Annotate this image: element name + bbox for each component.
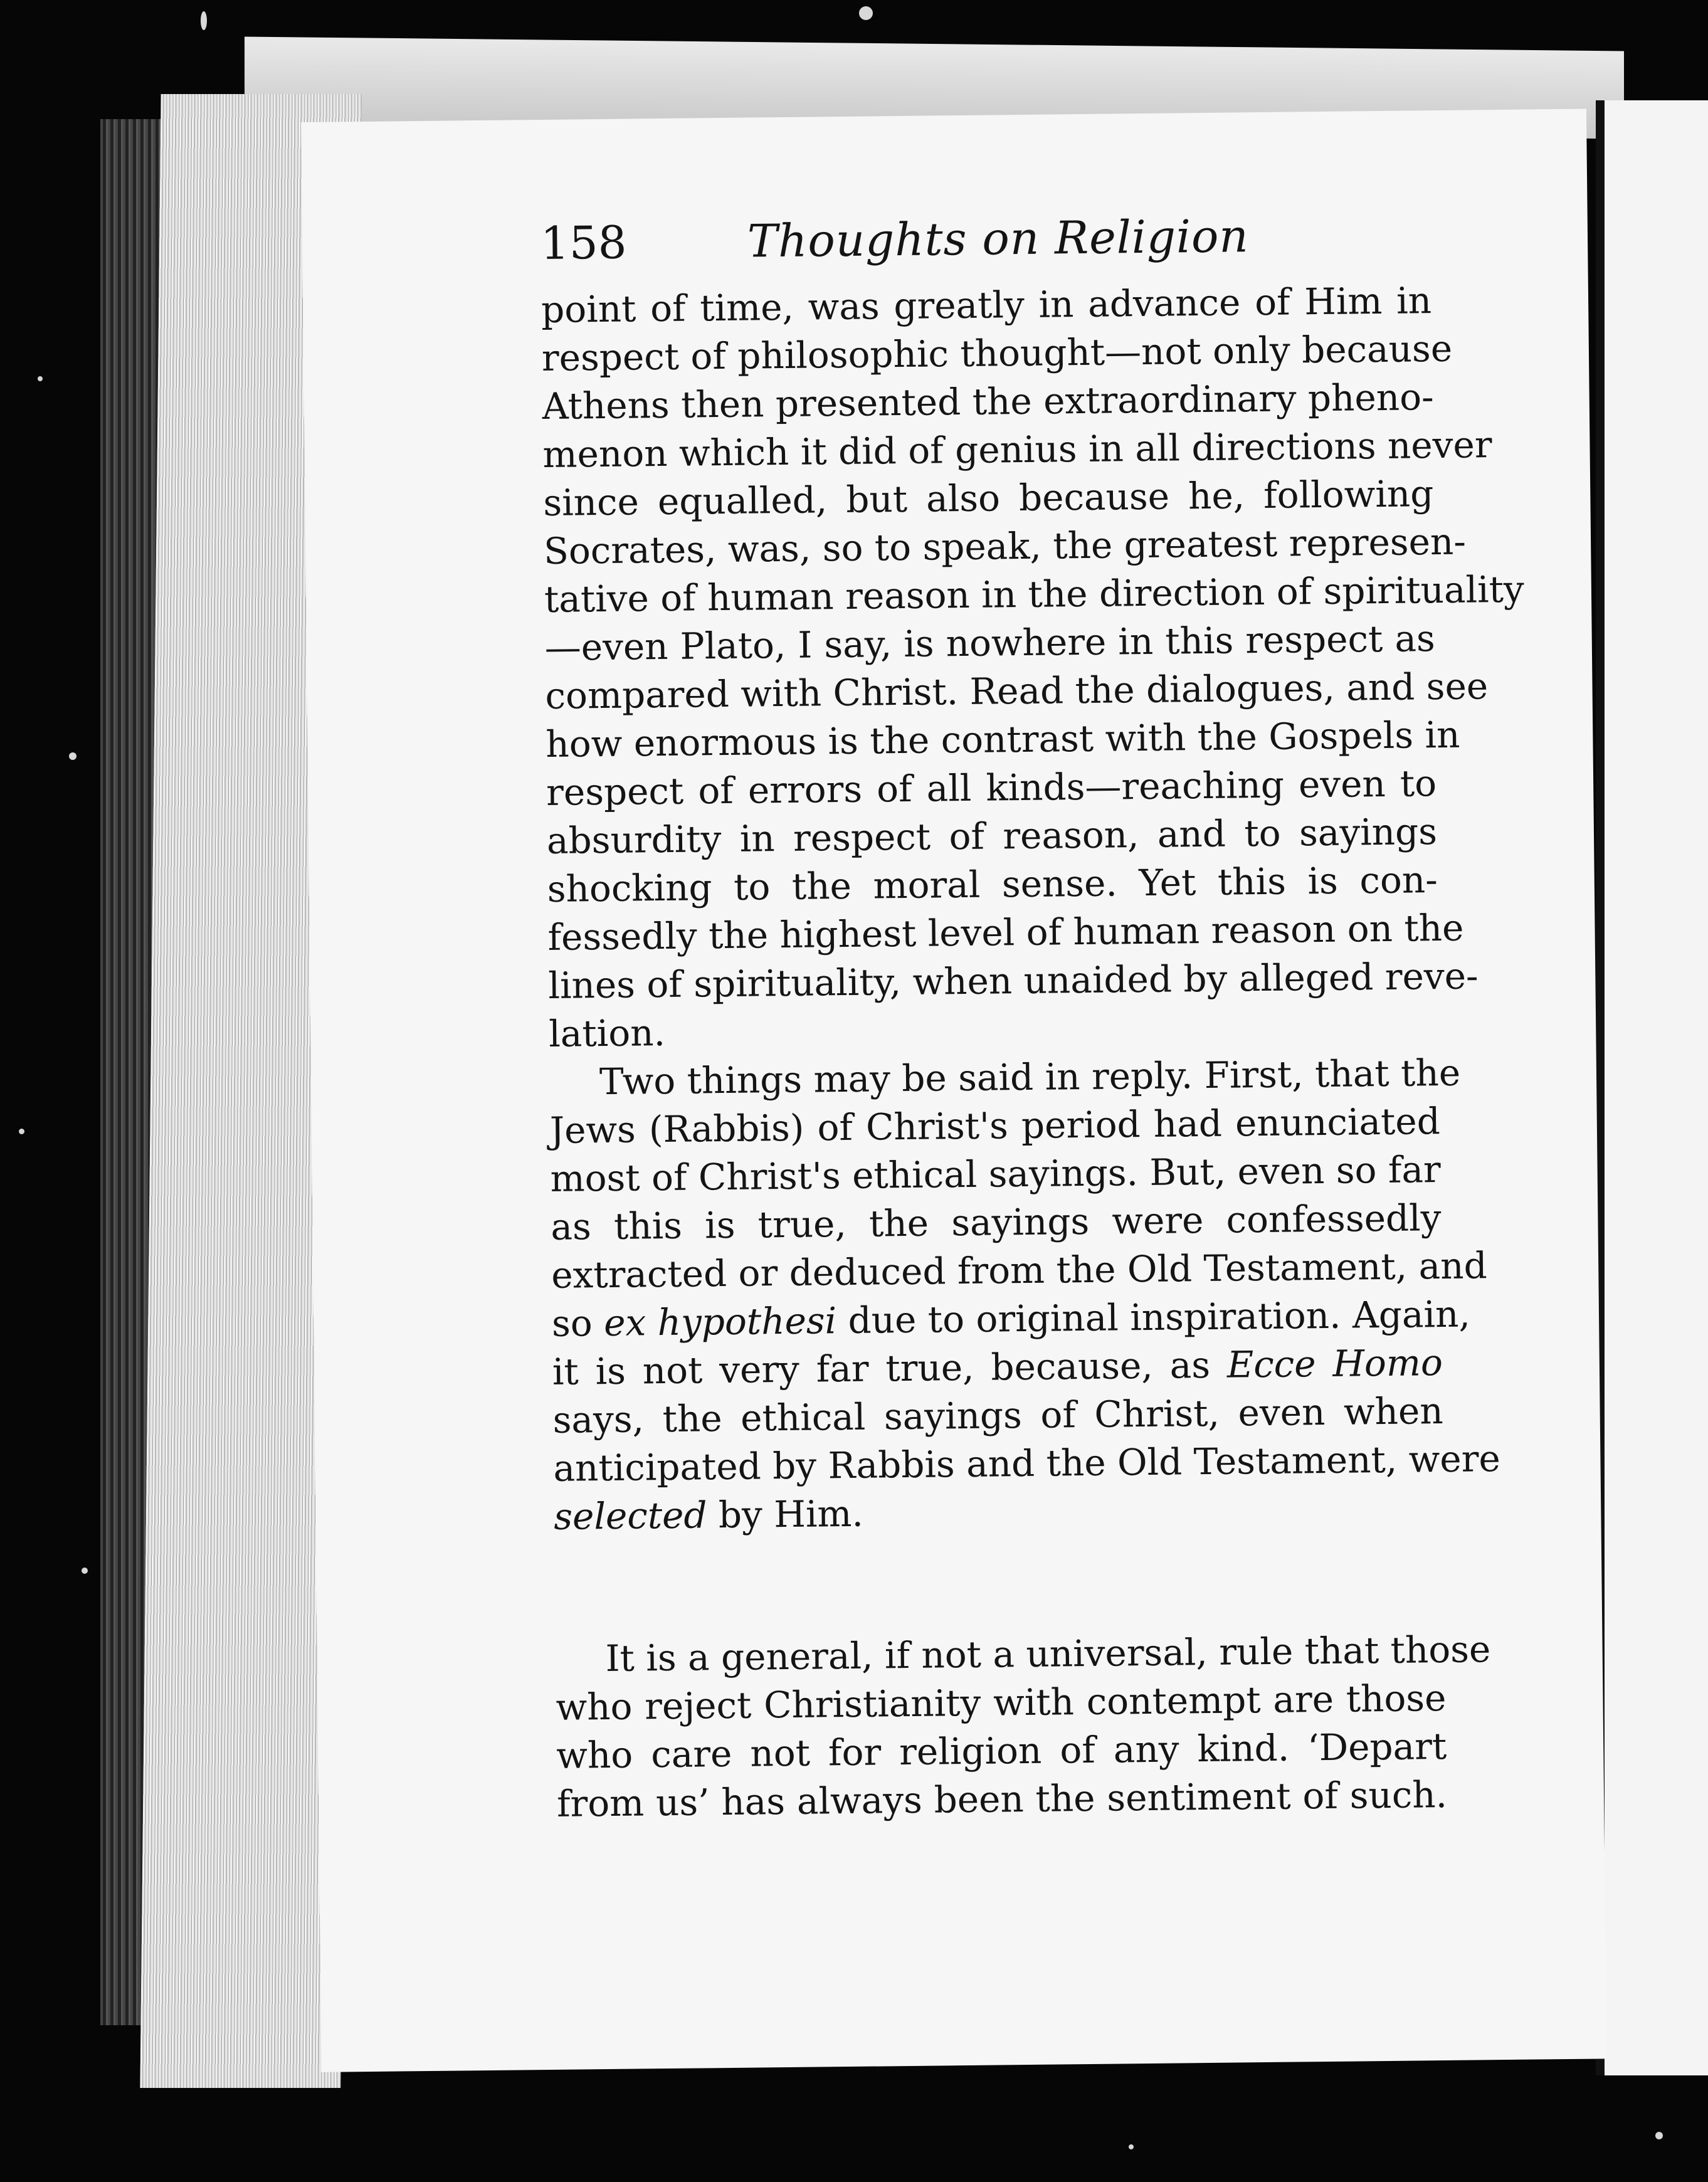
text-line: since equalled, but also because he, following [543, 472, 1434, 524]
text-line: respect of errors of all kinds—reaching even to [546, 762, 1437, 814]
italic-term: Ecce Homo [1226, 1341, 1443, 1386]
text-line: Athens then presented the extraordinary pheno- [542, 376, 1434, 428]
page-number: 158 [540, 216, 627, 270]
scan-speck [19, 1129, 24, 1134]
text-line: It is a general, if not a universal, rule that those [605, 1628, 1491, 1680]
text-line: absurdity in respect of reason, and to sayings [546, 810, 1438, 862]
text-line: lation. [548, 1011, 666, 1055]
text-line: says, the ethical sayings of Christ, even when [552, 1389, 1443, 1441]
text-line: from us’ has always been the sentiment of such. [556, 1773, 1448, 1825]
text-line: respect of philosophic thought—not only because [541, 327, 1453, 379]
text-run: it is not very far true, because, as [552, 1343, 1228, 1393]
text-line: Jews (Rabbis) of Christ's period had enunciated [549, 1100, 1441, 1152]
text-line [551, 1290, 1471, 1348]
text-run: due to original inspiration. Again, [836, 1292, 1471, 1342]
text-line: anticipated by Rabbis and the Old Testament, were [553, 1437, 1501, 1490]
running-header [540, 208, 1431, 286]
section-break [554, 1532, 1445, 1635]
italic-term: selected [553, 1494, 707, 1538]
paragraph-1 [540, 277, 1525, 1058]
text-line: who reject Christianity with contempt are those [556, 1677, 1447, 1729]
scan-speck [69, 752, 76, 760]
scan-speck [1655, 2132, 1663, 2139]
text-line: shocking to the moral sense. Yet this is con- [547, 858, 1438, 910]
text-line: extracted or deduced from the Old Testament, and [551, 1244, 1487, 1297]
text-line: —even Plato, I say, is nowhere in this respect as [544, 617, 1436, 669]
scan-speck [82, 1568, 88, 1574]
facing-page [1596, 100, 1708, 2075]
text-line: point of time, was greatly in advance of Him in [540, 279, 1432, 332]
book-page [301, 109, 1606, 2072]
text-line: compared with Christ. Read the dialogues, and see [545, 665, 1489, 717]
scan-speck [38, 376, 43, 381]
text-line: lines of spirituality, when unaided by alleged reve- [548, 954, 1479, 1007]
italic-term: ex hypothesi [603, 1299, 837, 1345]
text-line: fessedly the highest level of human reason on the [547, 906, 1464, 959]
text-line: as this is true, the sayings were confessedly [551, 1196, 1442, 1248]
paragraph-2 [549, 1049, 1501, 1541]
text-line: Two things may be said in reply. First, that the [599, 1051, 1461, 1104]
scan-speck [201, 11, 207, 30]
text-run: by Him. [707, 1492, 864, 1537]
text-line: Socrates, was, so to speak, the greatest represen- [543, 520, 1467, 572]
scan-speck [1129, 2144, 1134, 2149]
text-run: so [551, 1302, 604, 1345]
running-title: Thoughts on Religion [747, 209, 1250, 268]
text-line: tative of human reason in the direction of spirituality [544, 567, 1525, 621]
text-line: most of Christ's ethical sayings. But, even so far [550, 1148, 1442, 1200]
text-line [552, 1339, 1443, 1396]
text-line: menon which it did of genius in all directions never [542, 423, 1492, 476]
text-line: how enormous is the contrast with the Gospels in [546, 713, 1460, 766]
text-line: who care not for religion of any kind. ‘Depart [556, 1725, 1447, 1777]
text-line [554, 1484, 1445, 1541]
paragraph-3 [555, 1626, 1491, 1828]
page-content [540, 208, 1525, 1828]
scan-speck [859, 6, 873, 20]
